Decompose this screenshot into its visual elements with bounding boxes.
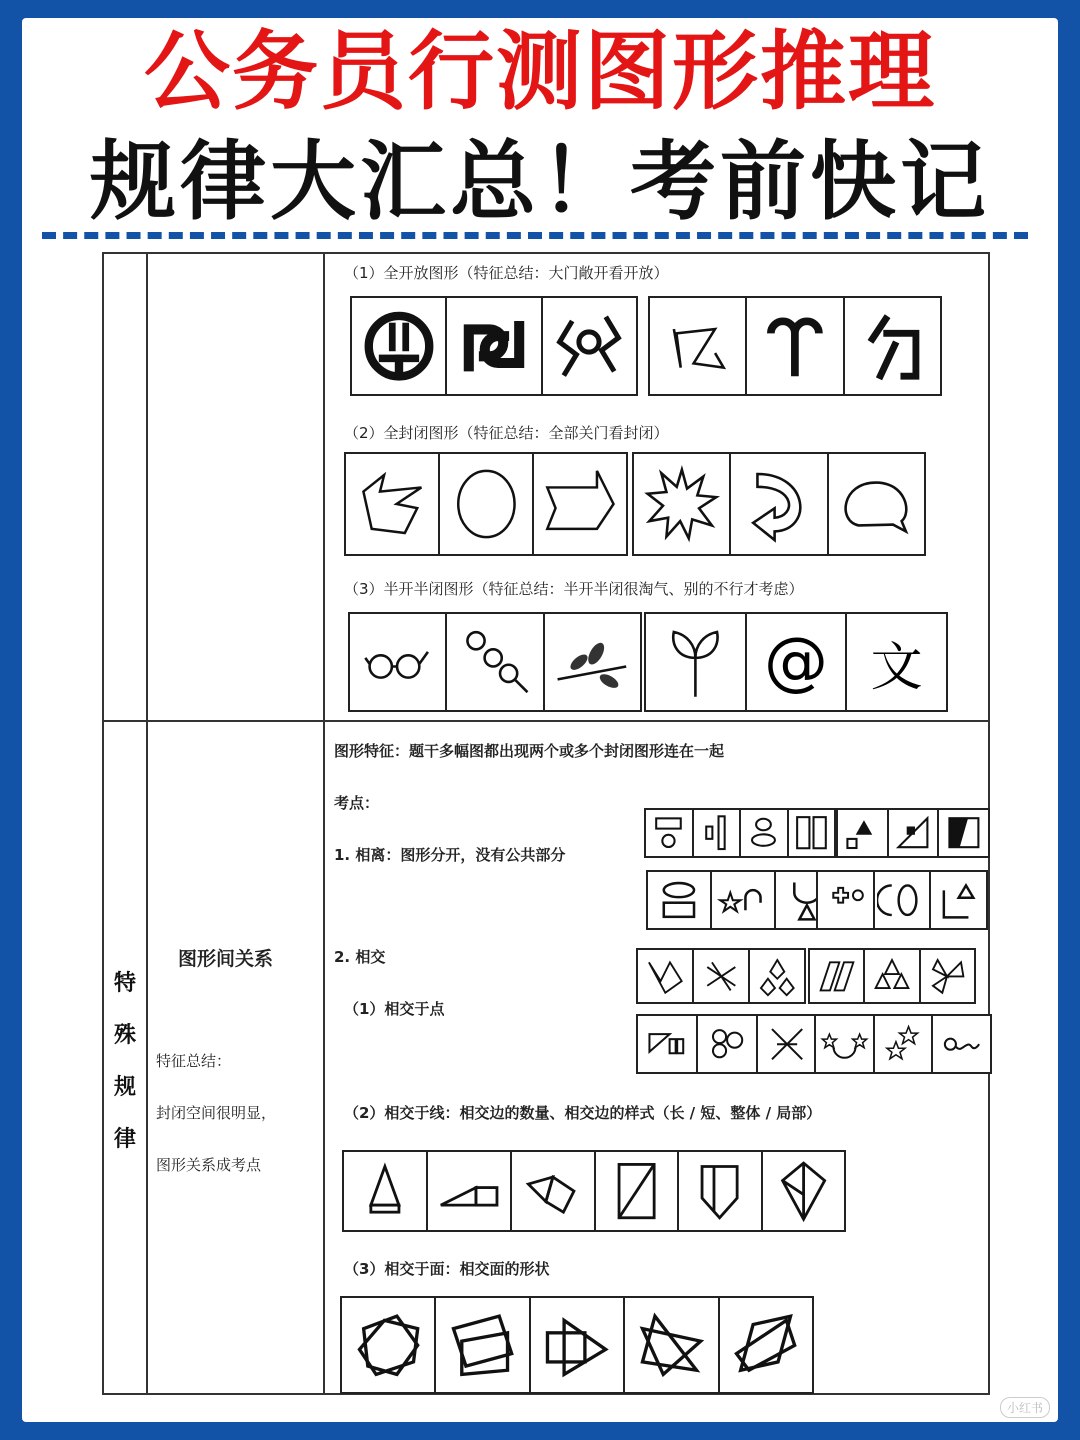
point-intersect: 2. 相交	[334, 948, 386, 966]
curved-arrow-icon	[729, 454, 826, 554]
triangle-bars-icon	[638, 1016, 696, 1072]
fan-blades-icon	[919, 950, 974, 1002]
title-divider	[42, 232, 1028, 239]
row-header-char-1: 特	[113, 971, 136, 996]
three-circles-icon	[696, 1016, 756, 1072]
bars-icon	[692, 810, 740, 856]
zigzag-triangles-icon	[638, 950, 692, 1002]
loop-chain-icon	[931, 1016, 990, 1072]
half-open-figures-strip-a	[348, 612, 642, 712]
diamond-chain-icon	[748, 950, 804, 1002]
leaf-branch-icon	[543, 614, 640, 710]
swirl-logo-icon	[541, 298, 636, 394]
separated-strip-4	[816, 870, 988, 930]
overlap-pentagons-icon	[342, 1298, 434, 1392]
row-header-char-3: 规	[113, 1075, 136, 1100]
arrow-block-icon	[532, 454, 626, 554]
point-intersect-at-point: （1）相交于点	[344, 1000, 445, 1018]
col-divider-2	[323, 254, 325, 1393]
item3-label: （3）半开半闭图形（特征总结：半开半闭很淘气、别的不行才考虑）	[344, 580, 804, 598]
rules-table	[102, 252, 990, 1395]
ellipse-rect-icon	[648, 872, 710, 928]
crossed-loops-icon	[692, 950, 748, 1002]
fen-character-icon	[843, 298, 940, 394]
wen-character-text: 文	[870, 637, 923, 698]
line-intersect-strip-1	[342, 1150, 596, 1232]
quad-overlap-icon	[718, 1298, 812, 1392]
split-square-icon	[937, 810, 988, 856]
stair-icon	[887, 810, 938, 856]
triangle-square-icon	[838, 810, 887, 856]
point-intersect-strip-3	[636, 1014, 818, 1074]
point-intersect-at-line: （2）相交于线：相交边的数量、相交边的样式（长 / 短、整体 / 局部）	[344, 1104, 822, 1122]
crescent-ellipse-icon	[873, 872, 930, 928]
wedge-rect-icon	[426, 1152, 510, 1230]
summary-label: 特征总结：	[156, 1052, 232, 1070]
star-hook-icon	[710, 872, 774, 928]
point-intersect-strip-4	[814, 1014, 992, 1074]
speech-bubble-icon	[827, 454, 924, 554]
points-label: 考点：	[334, 794, 380, 812]
bank-logo-icon	[352, 298, 445, 394]
aries-symbol-icon	[745, 298, 842, 394]
page-title: 公务员行测图形推理	[144, 22, 936, 122]
triangle-rect-icon	[344, 1152, 426, 1230]
kite-split-icon	[761, 1152, 844, 1230]
row-header-char-4: 律	[113, 1127, 136, 1152]
triangle-stack-icon	[863, 950, 918, 1002]
slashed-rect-icon	[596, 1152, 677, 1230]
cross-circle-icon	[818, 872, 873, 928]
item2-label: （2）全封闭图形（特征总结：全部关门看封闭）	[344, 424, 669, 442]
starburst-icon	[634, 454, 729, 554]
stars-arc-icon	[816, 1016, 873, 1072]
row-header-char-2: 殊	[113, 1023, 136, 1048]
summary-line-2: 图形关系成考点	[156, 1156, 262, 1174]
stacked-ellipses-icon	[739, 810, 787, 856]
at-sign-text: @	[764, 625, 828, 699]
feature-text: 图形特征：题干多幅图都出现两个或多个封闭图形连在一起	[334, 742, 725, 760]
col-divider-1	[146, 254, 148, 1393]
item1-label: （1）全开放图形（特征总结：大门敞开看开放）	[344, 264, 669, 282]
point-intersect-strip-2	[808, 948, 976, 1004]
overlap-rects-icon	[434, 1298, 528, 1392]
glasses-icon	[350, 614, 445, 710]
parallelograms-icon	[810, 950, 863, 1002]
bead-chain-icon	[445, 614, 542, 710]
crossed-triangles-icon	[623, 1298, 717, 1392]
line-intersect-strip-2	[594, 1150, 846, 1232]
sprout-icon	[646, 614, 745, 710]
scribble-icon	[650, 298, 745, 394]
point-separated: 1. 相离：图形分开，没有公共部分	[334, 846, 566, 864]
face-intersect-strip	[340, 1296, 814, 1394]
separated-strip-2	[836, 808, 990, 858]
zigzag-polygon-icon	[346, 454, 438, 554]
closed-figures-strip-b	[632, 452, 926, 556]
half-open-figures-strip-b	[644, 612, 948, 712]
separated-strip-3	[646, 870, 840, 930]
rect-triangle-icon	[529, 1298, 623, 1392]
open-figures-strip-a	[350, 296, 638, 396]
corner-triangle-icon	[929, 872, 986, 928]
closed-figures-strip-a	[344, 452, 628, 556]
separated-strip-1	[644, 808, 836, 858]
open-figures-strip-b	[648, 296, 942, 396]
at-sign-icon	[745, 614, 846, 710]
page-subtitle: 规律大汇总！考前快记	[90, 132, 990, 232]
kite-triangle-icon	[510, 1152, 594, 1230]
wen-character-icon	[845, 614, 946, 710]
point-intersect-at-face: （3）相交于面：相交面的形状	[344, 1260, 550, 1278]
shield-split-icon	[677, 1152, 760, 1230]
row-divider	[104, 720, 988, 722]
arrows-cross-icon	[756, 1016, 816, 1072]
summary-line-1: 封闭空间很明显，	[156, 1104, 277, 1122]
watermark: 小红书	[1000, 1397, 1050, 1418]
point-intersect-strip-1	[636, 948, 806, 1004]
ellipse-icon	[438, 454, 532, 554]
category-label: 图形间关系	[178, 948, 274, 970]
pd-logo-icon	[445, 298, 540, 394]
double-rect-icon	[787, 810, 835, 856]
rect-circle-icon	[646, 810, 692, 856]
star-cluster-icon	[873, 1016, 932, 1072]
